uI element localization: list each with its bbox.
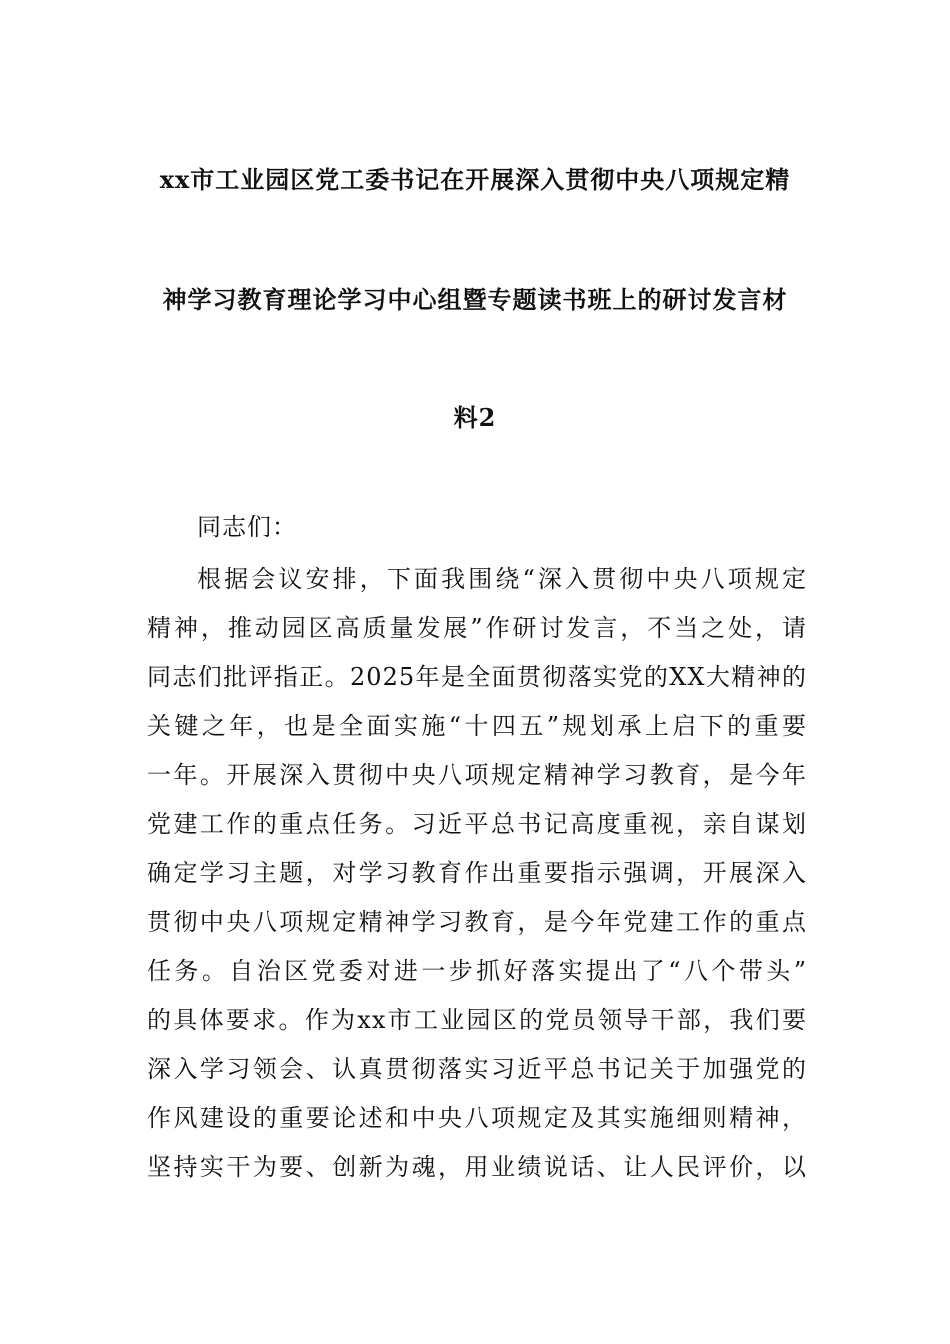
body-line-10: 的具体要求。作为xx市工业园区的党员领导干部，我们要 <box>147 1006 807 1034</box>
body-line-12: 作风建设的重要论述和中央八项规定及其实施细则精神， <box>147 1104 807 1132</box>
document-title-line-2: 神学习教育理论学习中心组暨专题读书班上的研讨发言材 <box>162 285 788 314</box>
body-line-1: 根据会议安排，下面我围绕“深入贯彻中央八项规定 <box>197 565 807 593</box>
body-line-6: 党建工作的重点任务。习近平总书记高度重视，亲自谋划 <box>147 810 807 838</box>
document-title-line-1: xx市工业园区党工委书记在开展深入贯彻中央八项规定精 <box>159 165 791 194</box>
body-line-9: 任务。自治区党委对进一步抓好落实提出了“八个带头” <box>147 957 807 985</box>
body-line-7: 确定学习主题，对学习教育作出重要指示强调，开展深入 <box>147 859 807 887</box>
body-line-5: 一年。开展深入贯彻中央八项规定精神学习教育，是今年 <box>147 761 807 789</box>
body-line-13: 坚持实干为要、创新为魂，用业绩说话、让人民评价，以 <box>147 1153 807 1181</box>
body-line-8: 贯彻中央八项规定精神学习教育，是今年党建工作的重点 <box>147 908 807 936</box>
greeting: 同志们： <box>197 513 297 541</box>
body-line-3: 同志们批评指正。2025年是全面贯彻落实党的XX大精神的 <box>147 663 807 691</box>
body-line-11: 深入学习领会、认真贯彻落实习近平总书记关于加强党的 <box>147 1055 807 1083</box>
document-title-line-3: 料2 <box>453 403 497 432</box>
body-line-2: 精神，推动园区高质量发展”作研讨发言，不当之处，请 <box>147 614 807 642</box>
body-line-4: 关键之年，也是全面实施“十四五”规划承上启下的重要 <box>147 712 807 740</box>
